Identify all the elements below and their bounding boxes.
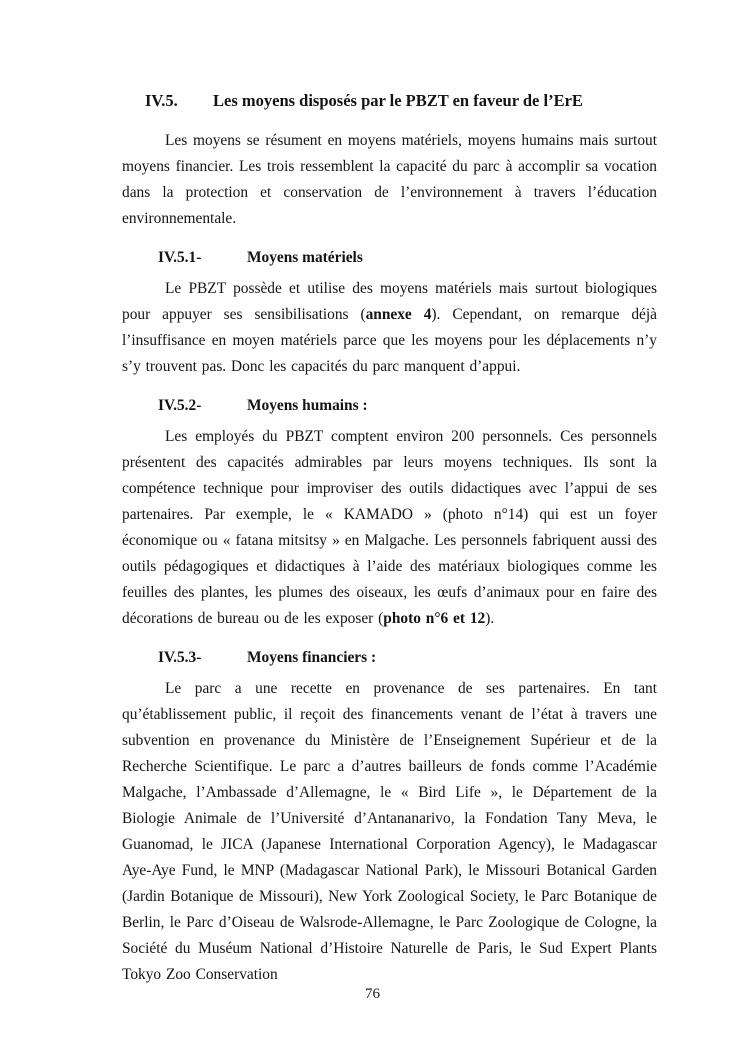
page-title-text: Les moyens disposés par le PBZT en faveur de l’ErE bbox=[213, 91, 583, 110]
heading-text: Moyens financiers : bbox=[247, 649, 377, 666]
heading-number: IV.5.3- bbox=[158, 649, 202, 666]
section-moyens-financiers bbox=[122, 645, 657, 988]
paragraph: Le PBZT possède et utilise des moyens matériels mais surtout biologiques pour appuyer ses sensibilisations (annexe 4). Cependant, on remarque déjà l’insuffisance en moyen matériels parce que les moyens pour les déplacements n’y s’y trouvent pas. Donc les capacités du parc manquent d’appui. bbox=[122, 280, 657, 375]
heading-number: IV.5.2- bbox=[158, 397, 202, 414]
section-heading bbox=[158, 245, 657, 271]
section-intro bbox=[122, 128, 657, 232]
section-moyens-materiels bbox=[122, 245, 657, 380]
page-title-number: IV.5. bbox=[145, 91, 178, 110]
paragraph: Le parc a une recette en provenance de ses partenaires. En tant qu’établissement public, il reçoit des financements venant de l’état à travers une subvention en provenance du Ministère de l’Enseignement Supérieur et de la Recherche Scientifique. Le parc a d’autres bailleurs de fonds comme l’Académie Malgache, l’Ambassade d’Allemagne, le « Bird Life », le Département de la Biologie Animale de l’Université d’Antananarivo, la Fondation Tany Meva, le Guanomad, le JICA (Japanese International Corporation Agency), le Madagascar Aye-Aye Fund, le MNP (Madagascar National Park), le Missouri Botanical Garden (Jardin Botanique de Missouri), New York Zoological Society, le Parc Botanique de Berlin, le Parc d’Oiseau de Walsrode-Allemagne, le Parc Zoologique de Cologne, la Société du Muséum National d’Histoire Naturelle de Paris, le Sud Expert Plants Tokyo Zoo Conservation bbox=[122, 680, 657, 983]
heading-number: IV.5.1- bbox=[158, 249, 202, 266]
text-column bbox=[122, 88, 657, 988]
paragraph: Les moyens se résument en moyens matériels, moyens humains mais surtout moyens financier. Les trois ressemblent la capacité du parc à accomplir sa vocation dans la protection et conservation de l’environnement à travers l’éducation environnementale. bbox=[122, 132, 657, 227]
section-heading bbox=[158, 393, 657, 419]
section-moyens-humains bbox=[122, 393, 657, 632]
page-number: 76 bbox=[365, 986, 380, 1002]
paragraph: Les employés du PBZT comptent environ 200 personnels. Ces personnels présentent des capacités admirables par leurs moyens techniques. Ils sont la compétence technique pour improviser des outils didactiques avec l’appui de ses partenaires. Par exemple, le « KAMADO » (photo n°14) qui est un foyer économique ou « fatana mitsitsy » en Malgache. Les personnels fabriquent aussi des outils pédagogiques et didactiques à l’aide des matériaux biologiques comme les feuilles des plantes, les plumes des oiseaux, les œufs d’animaux pour en faire des décorations de bureau ou de les exposer (photo n°6 et 12). bbox=[122, 428, 657, 627]
section-heading bbox=[158, 645, 657, 671]
heading-text: Moyens matériels bbox=[247, 249, 363, 266]
heading-text: Moyens humains : bbox=[247, 397, 368, 414]
page-title bbox=[145, 88, 657, 114]
